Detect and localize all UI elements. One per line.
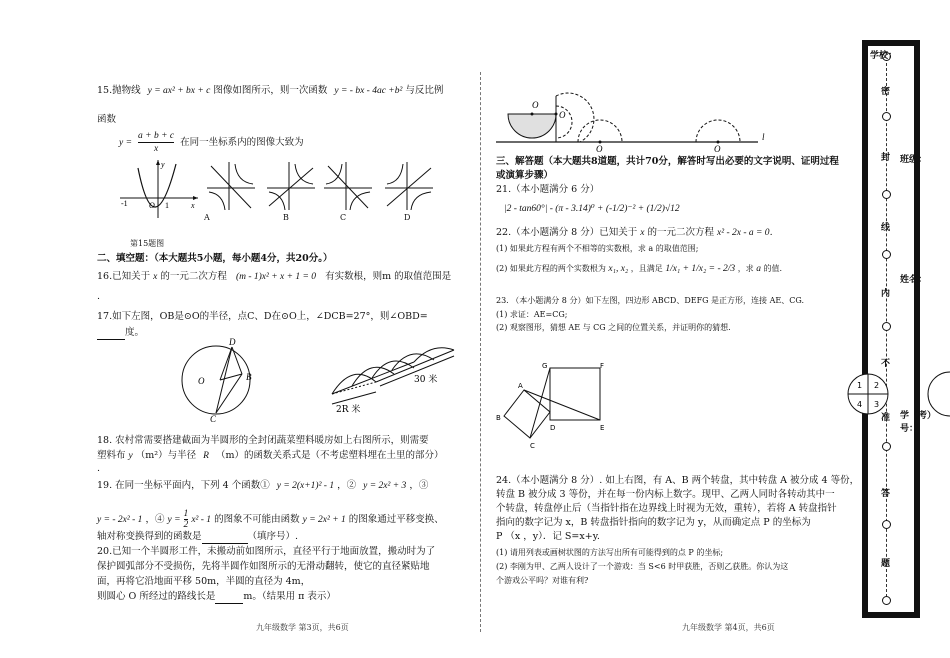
q16-period: . bbox=[97, 291, 101, 302]
q19-eq4-rest: x² - 1 bbox=[191, 515, 212, 525]
q15-line3 bbox=[119, 130, 304, 155]
q22-p2-a: (2) 如果此方程的两个实数根为 bbox=[496, 264, 606, 273]
q15-option-c-graph bbox=[322, 160, 374, 212]
q19-line1 bbox=[97, 479, 428, 493]
q15-line2: 函数 bbox=[97, 114, 117, 125]
spinner-a-num-4: 4 bbox=[857, 400, 863, 409]
spinner-a-num-2: 2 bbox=[874, 381, 880, 390]
q20-fig-l: l bbox=[762, 132, 765, 142]
q19-end: 的图象通过平移变换、 bbox=[348, 514, 444, 525]
q15-option-b: B bbox=[283, 213, 289, 222]
spinner-a-num-1: 1 bbox=[857, 381, 863, 390]
q19-line2 bbox=[97, 509, 444, 530]
q22-p2-b: ，且满足 bbox=[630, 264, 663, 273]
q23-part2: (2) 观察图形，猜想 AE 与 CG 之间的位置关系，并证明你的猜想. bbox=[496, 323, 731, 332]
q20-answer-blank[interactable] bbox=[215, 593, 243, 604]
q22-title-a: 22.（本小题满分 8 分）已知关于 bbox=[496, 227, 638, 238]
q15-one-label: 1 bbox=[165, 201, 169, 210]
section2-heading: 二、填空题：（本大题共5小题，每小题4分，共20分。） bbox=[97, 253, 333, 264]
q16-line bbox=[97, 270, 451, 284]
q20-line1: 20.已知一个半圆形工件，未搬动前如图所示，直径平行于地面放置，搬动时为了 bbox=[97, 546, 436, 557]
spinner-a-num-3: 3 bbox=[874, 400, 880, 409]
q24-part2: (2) 李刚为甲、乙两人设计了一个游戏：当 S<6 时甲获胜，否则乙获胜。你认为这 bbox=[496, 562, 789, 571]
q17-label-b: B bbox=[246, 372, 252, 382]
q18-text-c: （m）的函数关系式是（不考虑塑料埋在土里的部分） bbox=[216, 450, 444, 461]
q15-recip-den: x bbox=[153, 144, 159, 154]
q19-line3-text: 轴对称变换得到的函数是 bbox=[97, 531, 202, 542]
q15-option-a: A bbox=[204, 213, 210, 222]
q22-part2 bbox=[496, 262, 782, 276]
q19-eq4-den: 2 bbox=[183, 520, 189, 530]
greenhouse-length-label: 30 米 bbox=[414, 375, 438, 385]
q23-label-a: A bbox=[518, 382, 523, 390]
binding-hole-4 bbox=[882, 250, 891, 259]
q15-recip-num: a + b + c bbox=[138, 131, 175, 141]
seal-char-3: 线 bbox=[881, 223, 891, 233]
q23-label-f: F bbox=[600, 362, 605, 370]
q17-label-o: O bbox=[198, 376, 205, 386]
q18-text-a: 塑料布 bbox=[97, 450, 126, 461]
q20-fig-o2: O bbox=[559, 110, 566, 120]
q23-title: 23. （本小题满分 8 分）如下左图，四边形 ABCD、DEFG 是正方形，连接 AE、CG. bbox=[496, 296, 804, 305]
q15-fig-caption: 第15题图 bbox=[130, 239, 165, 248]
q24-line5: P （x ，y）．记 S=x+y. bbox=[496, 531, 600, 542]
q22-p2-c: ，求 bbox=[737, 264, 754, 273]
q20-fig-o1: O bbox=[532, 100, 539, 110]
q15-y-label: y bbox=[161, 160, 165, 169]
q23-label-d: D bbox=[550, 424, 556, 432]
q20-fig-o3: O bbox=[596, 144, 603, 154]
left-page-footer: 九年级数学 第3页，共6页 bbox=[256, 623, 349, 632]
q17-label-c: C bbox=[210, 414, 217, 424]
q15-line1 bbox=[97, 84, 443, 98]
q16-text-a: 16.已知关于 bbox=[97, 271, 151, 282]
binding-school-label: 学校： bbox=[870, 51, 898, 61]
q23-label-g: G bbox=[542, 362, 548, 370]
binding-hole-5 bbox=[882, 322, 891, 331]
q15-figure-parabola bbox=[118, 158, 200, 220]
seal-char-1: 密 bbox=[881, 87, 891, 97]
q19-text-a: 19. 在同一坐标平面内，下列 4 个函数① bbox=[97, 480, 270, 491]
right-page-footer: 九年级数学 第4页，共6页 bbox=[682, 623, 775, 632]
q19-eq4-fraction bbox=[184, 509, 189, 530]
q17-line2 bbox=[97, 326, 144, 340]
q21-expression: |2 - tan60°| - (π - 3.14)⁰ + (-1/2)⁻² + (1/2)√12 bbox=[504, 204, 680, 214]
binding-hole-8 bbox=[882, 596, 891, 605]
q24-line1: 24.（本小题满分 8 分）. 如上右图，有 A、B 两个转盘，其中转盘 A 被分成 4 等份， bbox=[496, 475, 860, 486]
q20-line3: 面，再将它沿地面平移 50m，半圆的直径为 4m， bbox=[97, 576, 311, 587]
q18-line2 bbox=[97, 449, 444, 463]
binding-hole-2 bbox=[882, 112, 891, 121]
binding-name-label: 姓名： bbox=[900, 275, 928, 285]
q20-line4 bbox=[97, 590, 336, 604]
q18-var-y: y bbox=[128, 451, 133, 461]
q16-var-x: x bbox=[153, 272, 158, 282]
q20-semicircle-figure bbox=[496, 92, 772, 154]
q15-eq-parabola: y = ax² + bx + c bbox=[147, 86, 211, 96]
q15-neg1-label: -1 bbox=[121, 199, 128, 208]
q20-line4-end: m。（结果用 π 表示） bbox=[243, 591, 336, 602]
q19-eq1: y = 2(x+1)² - 1 bbox=[276, 481, 335, 491]
q19-line3-end: （填序号）. bbox=[247, 531, 299, 542]
q15-recip-lhs: y = bbox=[119, 138, 133, 148]
q16-eq: (m - 1)x² + x + 1 = 0 bbox=[235, 272, 317, 282]
seal-char-8: 题 bbox=[881, 559, 891, 569]
q19-eq5: y = 2x² + 1 bbox=[302, 515, 346, 525]
q19-sep2: ，② bbox=[337, 480, 357, 491]
binding-hole-6 bbox=[882, 442, 891, 451]
q17-answer-blank[interactable] bbox=[97, 329, 125, 340]
seal-char-2: 封 bbox=[881, 153, 891, 163]
q19-line3 bbox=[97, 530, 298, 544]
q22-title-b: 的一元二次方程 bbox=[647, 227, 714, 238]
q22-part1: (1) 如果此方程有两个不相等的实数根，求 a 的取值范围; bbox=[496, 244, 699, 253]
binding-class-label: 班级： bbox=[900, 155, 928, 165]
q15-option-b-graph bbox=[265, 160, 317, 212]
q22-var-x: x bbox=[640, 228, 645, 238]
q16-text-c: 有实数根，则m 的取值范围是 bbox=[325, 271, 452, 282]
q17-line2-text: 度。 bbox=[125, 327, 145, 338]
q15-option-d-graph bbox=[383, 160, 435, 212]
binding-column-frame bbox=[862, 40, 920, 618]
greenhouse-figure bbox=[322, 342, 462, 414]
q18-text-b: （m²）与半径 bbox=[135, 450, 197, 461]
q21-title: 21.（本小题满分 6 分） bbox=[496, 184, 600, 195]
q20-fig-o4: O bbox=[714, 144, 721, 154]
q22-period: . bbox=[769, 227, 773, 238]
q15-recip-fraction bbox=[138, 130, 174, 155]
q22-p2-d: 的值. bbox=[763, 264, 783, 273]
seal-char-4: 内 bbox=[881, 289, 891, 299]
seal-char-5: 不 bbox=[881, 359, 891, 369]
spinner-a bbox=[846, 372, 890, 416]
q22-eq: x² - 2x - a = 0 bbox=[717, 228, 770, 238]
q19-sep3: ，③ bbox=[409, 480, 429, 491]
q22-title bbox=[496, 226, 773, 240]
page-divider bbox=[480, 72, 481, 632]
q19-eq3: y = - 2x² - 1 bbox=[97, 515, 143, 525]
section3-heading-line1: 三、解答题（本大题共8道题，共计70分，解答时写出必要的文字说明、证明过程 bbox=[496, 156, 839, 167]
q24-part1: (1) 请用列表或画树状图的方法写出所有可能得到的点 P 的坐标; bbox=[496, 548, 724, 557]
q18-period: . bbox=[97, 463, 101, 474]
binding-hole-3 bbox=[882, 190, 891, 199]
seal-char-7: 答 bbox=[881, 489, 891, 499]
q23-label-c: C bbox=[530, 442, 535, 450]
q15-eq-linear: y = - bx - 4ac +b² bbox=[334, 86, 403, 96]
q19-sep4: ，④ bbox=[145, 514, 165, 525]
q17-line1: 17.如下左图，OB是⊙O的半径，点C、D在⊙O上，∠DCB=27°，则∠OBD= bbox=[97, 311, 428, 322]
q18-line1: 18. 农村常需要搭建截面为半圆形的全封闭蔬菜塑料暖房如上右图所示，则需要 bbox=[97, 435, 429, 446]
q17-circle-figure bbox=[176, 337, 276, 424]
q18-var-r: R bbox=[203, 451, 209, 461]
q15-x-label: x bbox=[191, 201, 195, 210]
q24-line4: 指向的数字记为 x，B 转盘指针指向的数字记为 y，从而确定点 P 的坐标为 bbox=[496, 517, 811, 528]
q22-roots: x₁, x₂ bbox=[608, 264, 629, 274]
q22-condition: 1/x₁ + 1/x₂ = - 2/3 bbox=[665, 264, 736, 274]
q22-var-a: a bbox=[756, 264, 761, 274]
greenhouse-diameter-label: 2R 米 bbox=[336, 405, 361, 415]
section3-heading-line2: 或演算步骤） bbox=[496, 170, 554, 181]
q15-text: 15.抛物线 bbox=[97, 85, 141, 96]
q23-squares-figure bbox=[494, 360, 614, 458]
spinner-b-partial bbox=[930, 370, 950, 418]
q15-line3-text: 在同一坐标系内的图像大致为 bbox=[180, 137, 304, 148]
q20-line2: 保护圆弧部分不受损伤，先将半圆作如图所示的无滑动翻转，使它的直径紧贴地 bbox=[97, 561, 430, 572]
q15-text-b: 图像如图所示，则一次函数 bbox=[213, 85, 328, 96]
q23-label-e: E bbox=[600, 424, 605, 432]
q15-option-a-graph bbox=[205, 160, 257, 212]
q24-part3: 个游戏公平吗？对谁有利? bbox=[496, 576, 589, 585]
q19-answer-blank[interactable] bbox=[202, 533, 248, 544]
binding-hole-7 bbox=[882, 520, 891, 529]
q19-eq4-lhs: y = bbox=[167, 515, 181, 525]
q20-line4-text: 则圆心 O 所经过的路线长是 bbox=[97, 591, 216, 602]
q17-label-d: D bbox=[229, 337, 236, 347]
q24-line2: 转盘 B 被分成 3 等份，并在每一份内标上数字。现甲、乙两人同时各转动其中一 bbox=[496, 489, 835, 500]
q15-option-c: C bbox=[340, 213, 347, 222]
q23-label-b: B bbox=[496, 414, 501, 422]
q16-text-b: 的一元二次方程 bbox=[160, 271, 227, 282]
q19-eq4-num: 1 bbox=[183, 509, 189, 519]
q23-part1: (1) 求证：AE=CG; bbox=[496, 310, 568, 319]
q19-eq2: y = 2x² + 3 bbox=[363, 481, 407, 491]
seal-char-6: 准 bbox=[881, 413, 891, 423]
binding-exam-no-label: 学（考）号： bbox=[900, 411, 937, 434]
q15-text-c: 与反比例 bbox=[405, 85, 444, 96]
q24-line3: 个转盘，转盘停止后（当指针指在边界线上时视为无效，重转），若将 A 转盘指针 bbox=[496, 503, 837, 514]
q19-mid: 的图象不可能由函数 bbox=[214, 514, 300, 525]
q15-option-d: D bbox=[404, 213, 411, 222]
q15-o-label: O bbox=[149, 201, 155, 210]
